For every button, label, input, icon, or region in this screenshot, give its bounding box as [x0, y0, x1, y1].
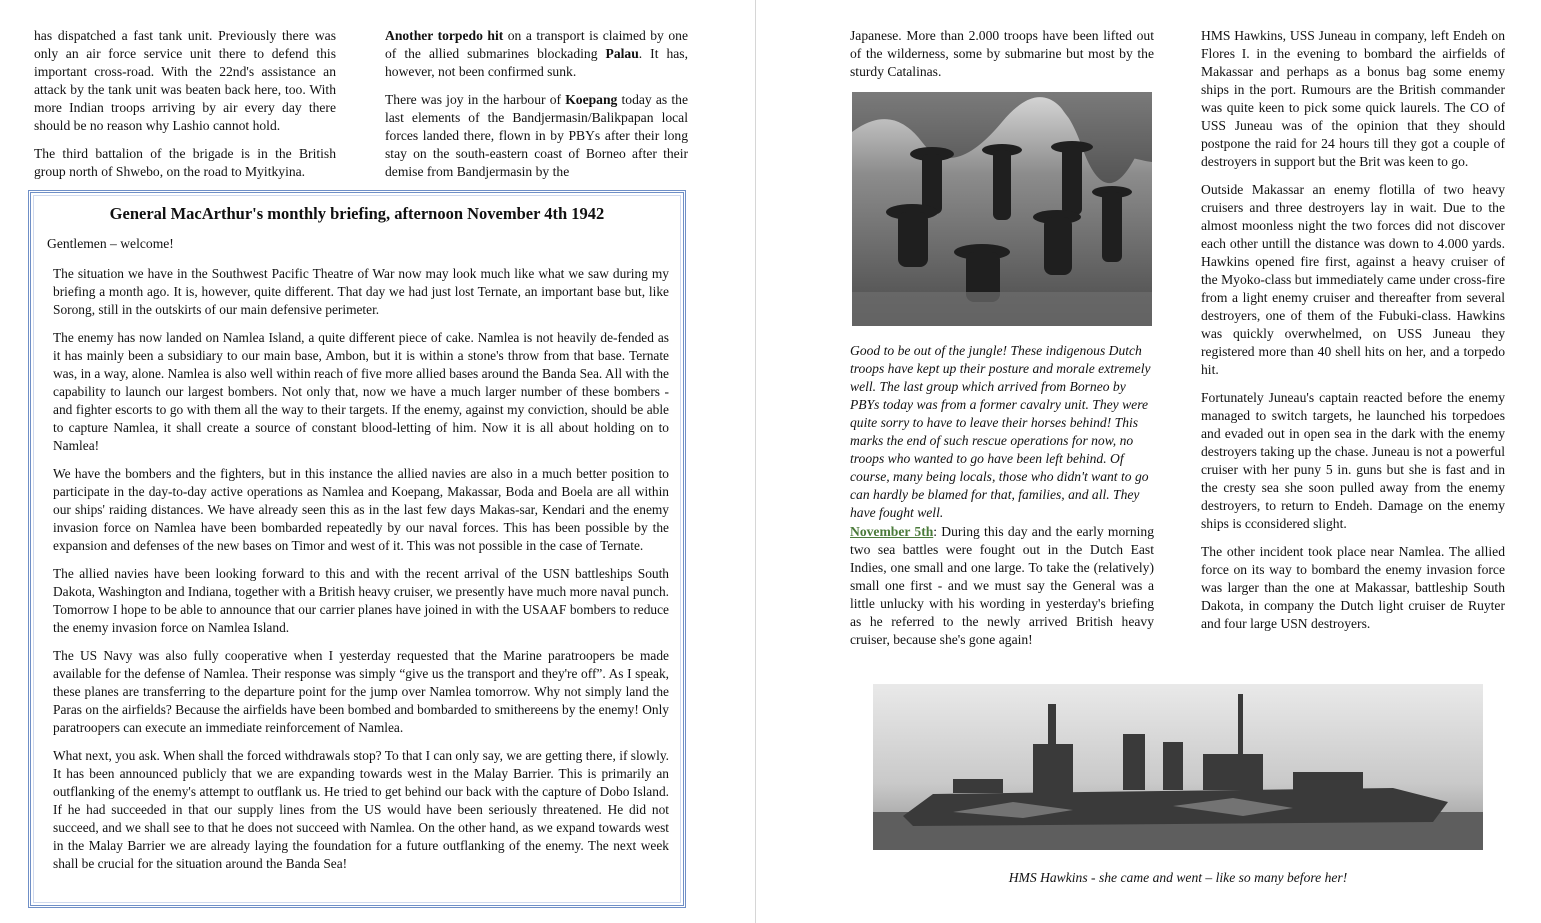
right-col2: [1201, 27, 1505, 633]
left-col1: [34, 27, 336, 181]
briefing-paragraph: What next, you ask. When shall the forced withdrawals stop? To that I can only say, we are getting there, if slowly. It has been announced publicly that we are expanding towards west in the Malay Barrier. This is primarily an outflanking of the enemy's attempt to outflank us. He tried to get behind our back with the capture of Dobo Island. If he had succeeded in that our supply lines from the US would have been seriously threatened. He did not succeed, and we shall see to that he does not succeed with Namlea. On the other hand, as we expand towards west in the Malay Barrier we are already laying the foundation for a future outflanking of the enemy. The next week shall be crucial for the situation around the Banda Sea!: [53, 748, 669, 871]
right-col2-p2: Outside Makassar an enemy flotilla of two heavy cruisers and three destroyers lay in wait. Due to the almost moonless night the two forces did not discover each other untill the distance was down to 4.000 yards. Hawkins opened fire first, against a heavy cruiser of the Myoko-class but immediately came under cross-fire from a light enemy cruiser and thereafter from several destroyers, one of them of the Fubuki-class. Hawkins was quickly overwhelmed, on USS Juneau they registered more than 40 shell hits on her, and a torpedo hit.: [1201, 182, 1505, 377]
right-col1-bottom: [850, 523, 1154, 649]
briefing-box: [28, 190, 686, 908]
briefing-paragraph: The situation we have in the Southwest Pacific Theatre of War now may look much like what we saw during my briefing a month ago. It is, however, quite different. That day we had just lost Ternate, an important base but, like Sorong, still in the outskirts of our main defensive perimeter.: [53, 266, 669, 317]
troops-photo-caption: Good to be out of the jungle! These indigenous Dutch troops have kept up their posture and morale extremely well. The last group which arrived from Borneo by PBYs today was from a former cavalry unit. They were quite sorry to have to leave their horses behind! This marks the end of such rescue operations for now, no troops who wanted to go have been left behind. Of course, many being locals, those who didn't want to go can hardly be blamed for that, families, and all. They have fought well.: [850, 343, 1151, 520]
troops-photo: [852, 92, 1152, 326]
left-col2: [385, 27, 688, 181]
briefing-paragraph: The allied navies have been looking forward to this and with the recent arrival of the USN battleships South Dakota, Washington and Indiana, together with a British heavy cruiser, we presently have much more naval punch. Tomorrow I hope to be able to announce that our carrier planes have joined in with the USAAF bombers to reduce the enemy invasion force on Namlea Island.: [53, 566, 669, 635]
right-col2-p4: The other incident took place near Namlea. The allied force on its way to bombard the enemy invasion force was larger than the one at Makassar, battleship South Dakota, in company the Dutch light cruiser de Ruyter and four large USN destroyers.: [1201, 544, 1505, 631]
left-col2-p1: Another torpedo hit on a transport is claimed by one of the allied submarines blockading Palau. It has, however, not been confirmed sunk.: [385, 28, 688, 79]
troops-photo-image: [852, 92, 1152, 326]
briefing-paragraph: The US Navy was also fully cooperative when I yesterday requested that the Marine paratroopers be made available for the defense of Namlea. Their response was simply “give us the transport and they're off”. As I speak, these planes are transferring to the departure point for the jump over Namlea tomorrow. Why not simply land the Paras on the airfields? Because the airfields have been bombed and bombarded to smithereens by the enemy! Only paratroopers can execute an immediate reinforcement of Namlea.: [53, 648, 669, 735]
page-gutter: [755, 0, 756, 923]
left-col1-p1: has dispatched a fast tank unit. Previously there was only an air force service unit there to defend this important cross-road. With the 22nd's assistance an attack by the tank unit was beaten back here, too. With more Indian troops arriving by air every day there should be no reason why Lashio cannot hold.: [34, 28, 336, 133]
briefing-title: General MacArthur's monthly briefing, afternoon November 4th 1942: [109, 204, 605, 223]
ship-photo-image: [873, 684, 1483, 850]
date-paragraph: November 5th: During this day and the early morning two sea battles were fought out in the Dutch East Indies, one small and one large. To take the (relatively) small one first - and we must say the General was a little unlucky with his wording in yesterday's briefing as he referred to the newly arrived British heavy cruiser, because she's gone again!: [850, 524, 1154, 647]
briefing-paragraph: The enemy has now landed on Namlea Island, a quite different piece of cake. Namlea is not heavily de-fended as it has mainly been a subsidiary to our main base, Ambon, but it is within a stone's throw from that base. Ternate was, in a way, alone. Namlea is also well within reach of five more allied bases around the Banda Sea. All with the capability to launch our largest bombers. Not only that, now we have a much larger number of these bombers - and fighter escorts to go with them all the way to their targets. If the enemy, against my conviction, should be able to capture Namlea, it shall create a source of constant blood-letting of him. Now it is all about holding on to Namlea!: [53, 330, 669, 453]
right-col2-p3: Fortunately Juneau's captain reacted before the enemy managed to switch targets, he launched his torpedoes and evaded out in open sea in the dark with the enemy destroyers taking up the chase. Juneau is not a powerful cruiser with her puny 5 in. guns but she is fast and in the cresty sea she soon pulled away from the enemy destroyers, to return to Endeh. Damage on the enemy ships is cconsidered slight.: [1201, 390, 1505, 531]
briefing-greeting: Gentlemen – welcome!: [47, 236, 174, 251]
briefing-body: [53, 265, 669, 883]
ship-photo-caption: HMS Hawkins - she came and went – like so many before her!: [1008, 870, 1348, 885]
right-col2-p1: HMS Hawkins, USS Juneau in company, left Endeh on Flores I. in the evening to bombard the airfields of Makassar and perhaps as a bonus bag some enemy ships in the port. Rumours are the British commander was quite keen to pick some quick laurels. The CO of USS Juneau was of the opinion that they should postpone the raid for 24 hours till they got a couple of destroyers in support but the Brit was keen to go.: [1201, 28, 1505, 169]
right-col1-top: [850, 27, 1154, 81]
date-heading: November 5th: [850, 524, 934, 539]
ship-photo: [873, 684, 1483, 850]
left-col1-p2: The third battalion of the brigade is in the British group north of Shwebo, on the road to Myitkyina.: [34, 146, 336, 179]
right-col1-text: Japanese. More than 2.000 troops have been lifted out of the wilderness, some by submarine but most by the sturdy Catalinas.: [850, 28, 1154, 79]
left-col2-p2: There was joy in the harbour of Koepang today as the last elements of the Bandjermasin/Balikpapan local forces landed there, flown in by PBYs after their long stay on the south-eastern coast of Borneo after their demise from Bandjermasin by the: [385, 92, 688, 179]
briefing-paragraph: We have the bombers and the fighters, but in this instance the allied navies are also in a much better position to participate in the day-to-day active operations as Namlea and Koepang, Makassar, Boda and Boela are all within our ships' raiding distances. We have already seen this as in the last few days Makas-sar, Kendari and the enemy invasion force on Namlea have been bombarded repeatedly by our naval forces. This has been possible by the expansion and defenses of the new bases on Timor and west of it. This was not possible in the case of Ternate.: [53, 466, 669, 553]
